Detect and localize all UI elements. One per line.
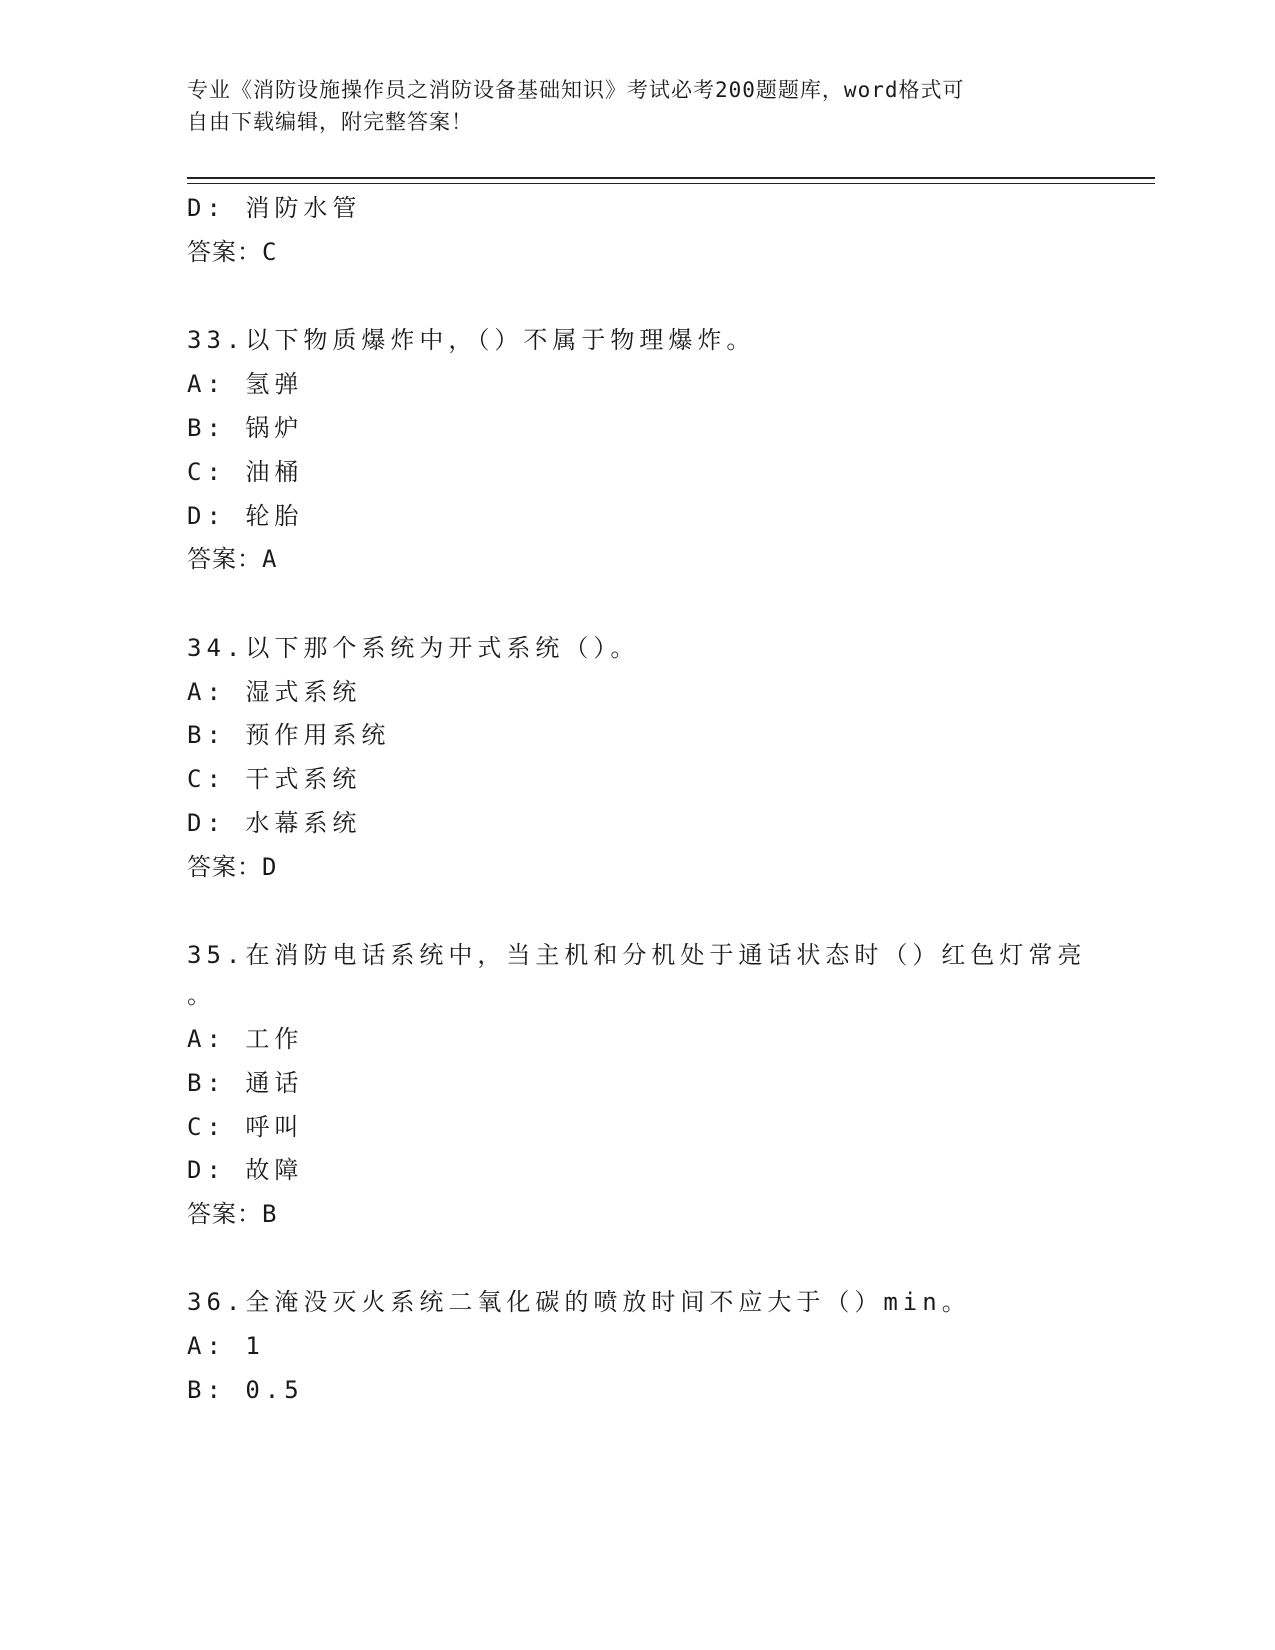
q32-option-d: D: 消防水管 [187, 194, 362, 222]
page-header [187, 74, 1087, 138]
q35-option-a: A: 工作 [187, 1025, 304, 1053]
q35-stem-line-1: 35.在消防电话系统中，当主机和分机处于通话状态时（）红色灯常亮 [187, 941, 1087, 969]
header-divider-thin [187, 183, 1155, 184]
header-line-2: 自由下载编辑，附完整答案！ [187, 110, 473, 134]
q33-option-a: A: 氢弹 [187, 370, 304, 398]
q35-answer: 答案：B [187, 1200, 278, 1228]
q36-option-b: B: 0.5 [187, 1376, 304, 1404]
q34-option-c: C: 干式系统 [187, 765, 362, 793]
q33-answer: 答案：A [187, 545, 278, 573]
q35-stem-line-2: 。 [187, 981, 216, 1009]
q35-option-c: C: 呼叫 [187, 1113, 304, 1141]
header-line-1: 专业《消防设施操作员之消防设备基础知识》考试必考200题题库，word格式可 [187, 78, 965, 102]
q35-option-d: D: 故障 [187, 1156, 304, 1184]
q36-option-a: A: 1 [187, 1332, 265, 1360]
q35-option-b: B: 通话 [187, 1069, 304, 1097]
q33-option-b: B: 锅炉 [187, 414, 304, 442]
q33-option-d: D: 轮胎 [187, 502, 304, 530]
q34-answer: 答案：D [187, 853, 278, 881]
q33-option-c: C: 油桶 [187, 458, 304, 486]
q36-stem: 36.全淹没灭火系统二氧化碳的喷放时间不应大于（）min。 [187, 1288, 971, 1316]
q34-option-b: B: 预作用系统 [187, 721, 391, 749]
q32-answer: 答案：C [187, 238, 278, 266]
q34-option-a: A: 湿式系统 [187, 678, 362, 706]
q33-stem: 33.以下物质爆炸中，（）不属于物理爆炸。 [187, 326, 756, 354]
header-divider-thick [187, 177, 1155, 179]
q34-option-d: D: 水幕系统 [187, 809, 362, 837]
q34-stem: 34.以下那个系统为开式系统（）。 [187, 634, 640, 662]
